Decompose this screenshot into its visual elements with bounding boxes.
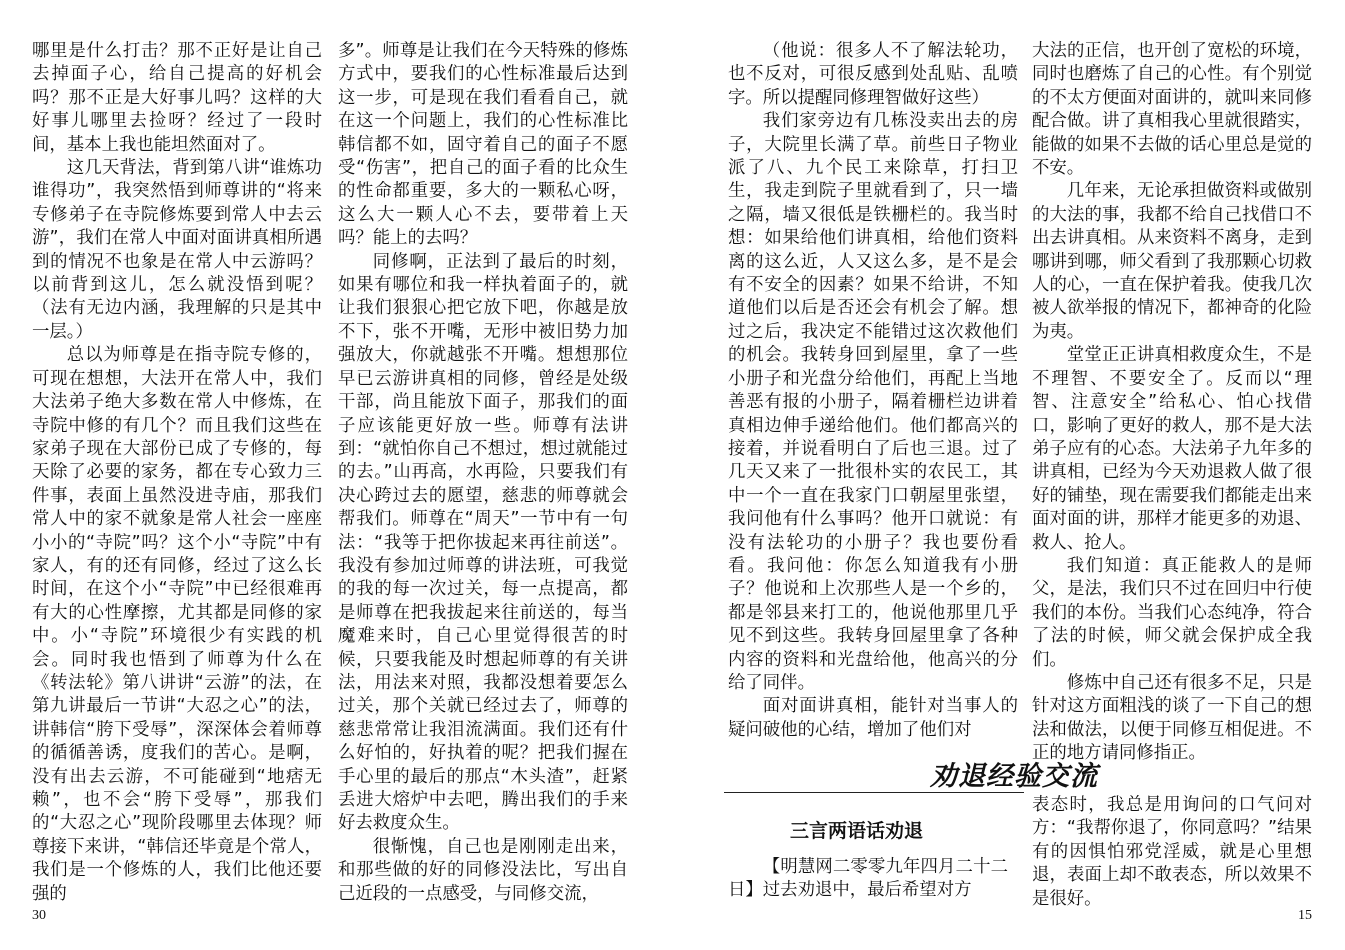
paragraph: 总以为师尊是在指寺院专修的，可现在想想，大法开在常人中，我们大法弟子绝大多数在常人中修炼，在寺院中修的有几个？而且我们这些在家弟子现在大部份已成了专修的，每天除了必要的家务，都在专心致力三件事，表面上虽然没进寺庙，那我们常人中的家不就象是常人社会一座座小小的“寺院”吗？这个小“寺院”中有家人，有的还有同修，经过了这么长时间，在这个小“寺院”中已经很难再有大的心性摩擦，尤其都是同修的家中。小“寺院”环境很少有实践的机会。同时我也悟到了师尊为什么在《转法轮》第八讲讲“云游”的法，在第九讲最后一节讲“大忍之心”的法，讲韩信“胯下受辱”，深深体会着师尊的循循善诱，度我们的苦心。是啊，没有出去云游，不可能碰到“地痞无赖”，也不会“胯下受辱”，那我们的“大忍之心”现阶段哪里去体现？师尊接下来讲，“韩信还毕竟是个常人，我们是一个修炼的人，我们比他还要强的 — [32, 345, 322, 904]
paragraph: 很惭愧，自己也是刚刚走出来，和那些做的好的同修没法比，写出自己近段的一点感受，与同修交流， — [338, 836, 628, 904]
article-title: 三言两语话劝退 — [790, 820, 924, 842]
paragraph: 修炼中自己还有很多不足，只是针对这方面粗浅的谈了一下自己的想法和做法，以便于同修互相促进。不正的地方请同修指正。 — [1032, 672, 1312, 764]
page-number-left: 30 — [32, 908, 46, 923]
right-page-column-2 — [1032, 40, 1312, 766]
paragraph: 我们知道：真正能救人的是师父，是法，我们只不过在回归中行使我们的本份。当我们心态纯净，符合了法的时候，师父就会保护成全我们。 — [1032, 555, 1312, 670]
section-divider — [724, 792, 1024, 793]
section-title: 劝退经验交流 — [930, 761, 1098, 792]
left-page-column-2 — [338, 40, 628, 906]
left-page-column-1 — [32, 40, 322, 906]
paragraph: 我们家旁边有几栋没卖出去的房子，大院里长满了草。前些日子物业派了八、九个民工来除草，打扫卫生，我走到院子里就看到了，只一墙之隔，墙又很低是铁栅栏的。我当时想：如果给他们讲真相，给他们资料离的这么近，人又这么多，是不是会有不安全的因素？如果不给讲，不知道他们以后是否还会有机会了解。想过之后，我决定不能错过这次救他们的机会。我转身回到屋里，拿了一些小册子和光盘分给他们，再配上当地善恶有报的小册子，隔着栅栏边讲着真相边伸手递给他们。他们都高兴的接着，并说看明白了后也三退。过了几天又来了一批很朴实的农民工，其中一个一直在我家门口朝屋里张望，我问他有什么事吗？他开口就说：有没有法轮功的小册子？我也要份看看。我问他：你怎么知道我有小册子？他说和上次那些人是一个乡的，都是邻县来打工的，他说他那里几乎见不到这些。我转身回屋里拿了各种内容的资料和光盘给他，他高兴的分给了同伴。 — [728, 111, 1018, 693]
page-number-right: 15 — [1298, 908, 1312, 923]
paragraph: 大法的正信，也开创了宽松的环境，同时也磨炼了自己的心性。有个别觉的不太方便面对面讲的，就叫来同修配合做。讲了真相我心里就很踏实，能做的如果不去做的话心里总是觉的不安。 — [1032, 41, 1312, 179]
paragraph: 几年来，无论承担做资料或做别的大法的事，我都不给自己找借口不出去讲真相。从来资料不离身，走到哪讲到哪，师父看到了我那颗心切救人的心，一直在保护着我。使我几次被人欲举报的情况下，都神奇的化险为夷。 — [1032, 181, 1312, 342]
paragraph: （他说：很多人不了解法轮功，也不反对，可很反感到处乱贴、乱喷字。所以提醒同修理智做好这些） — [728, 41, 1018, 108]
right-page-column-1 — [728, 40, 1018, 742]
paragraph: 哪里是什么打击？那不正好是让自己去掉面子心，给自己提高的好机会吗？那不正是大好事儿吗？这样的大好事儿哪里去捡呀？经过了一段时间，基本上我也能坦然面对了。 — [32, 41, 322, 155]
article-column-2 — [1032, 794, 1312, 911]
paragraph: 同修啊，正法到了最后的时刻，如果有哪位和我一样执着面子的，就让我们狠狠心把它放下吧，你越是放不下，张不开嘴，无形中被旧势力加强放大，你就越张不开嘴。想想那位早已云游讲真相的同修，曾经是处级干部，尚且能放下面子，那我们的面子应该能更好放一些。师尊有法讲到：“就怕你自己不想过，想过就能过的去。”山再高，水再险，只要我们有决心跨过去的愿望，慈悲的师尊就会帮我们。师尊在“周天”一节中有一句法：“我等于把你拔起来再往前送”。我没有参加过师尊的讲法班，可我觉的我的每一次过关，每一点提高，都是师尊在把我拔起来往前送的，每当魔难来时，自己心里觉得很苦的时候，只要我能及时想起师尊的有关讲法，用法来对照，我都没想着要怎么过关，那个关就已经过去了，师尊的慈悲常常让我泪流满面。我们还有什么好怕的，好执着的呢？把我们握在手心里的最后的那点“木头渣”，赶紧丢进大熔炉中去吧，腾出我们的手来好去救度众生。 — [338, 251, 628, 834]
article-column-1 — [728, 856, 1008, 903]
paragraph: 多”。师尊是让我们在今天特殊的修炼方式中，要我们的心性标准最后达到这一步，可是现在我们看看自己，就在这一个问题上，我们的心性标准比韩信都不如，固守着自己的面子不愿受“伤害”，把自己的面子看的比众生的性命都重要，多大的一颗私心呀，这么大一颗人心不去，要带着上天吗？能上的去吗？ — [338, 41, 628, 249]
paragraph: 这几天背法，背到第八讲“谁炼功谁得功”，我突然悟到师尊讲的“将来专修弟子在寺院修炼要到常人中去云游”，我们在常人中面对面讲真相所遇到的情况不也象是在常人中云游吗？以前背到这儿，怎么就没悟到呢？（法有无边内涵，我理解的只是其中一层。） — [32, 158, 322, 342]
paragraph: 堂堂正正讲真相救度众生，不是不理智、不要安全了。反而以“理智、注意安全”给私心、怕心找借口，影响了更好的救人，那不是大法弟子应有的心态。大法弟子九年多的讲真相，已经为今天劝退救人做了很好的铺垫，现在需要我们都能走出来面对面的讲，那样才能更多的劝退、救人、抢人。 — [1032, 345, 1312, 553]
paragraph: 【明慧网二零零九年四月二十二日】过去劝退中，最后希望对方 — [728, 857, 1008, 901]
paragraph: 面对面讲真相，能针对当事人的疑问破他的心结，增加了他们对 — [728, 696, 1018, 740]
paragraph: 表态时，我总是用询问的口气问对方：“我帮你退了，你同意吗？”结果有的因惧怕邪党淫威，就是心里想退，表面上却不敢表态，所以效果不是很好。 — [1032, 795, 1312, 909]
